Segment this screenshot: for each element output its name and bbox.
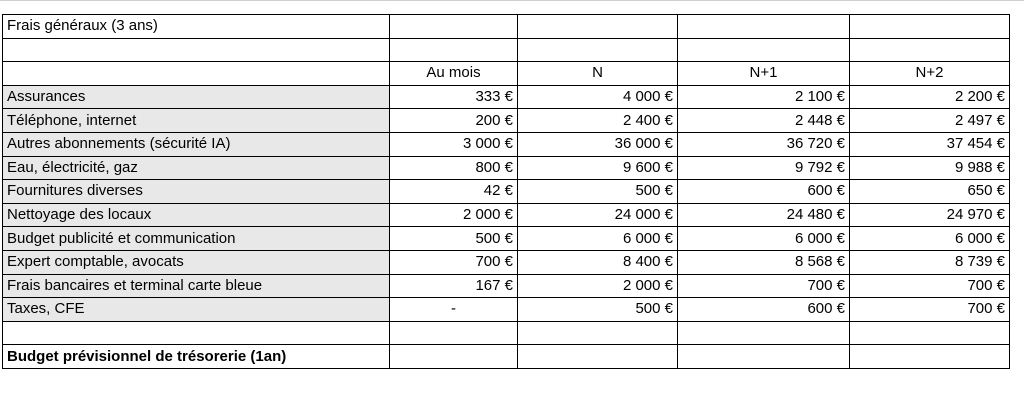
expense-value-cell[interactable]: 42 € — [390, 180, 518, 204]
expense-value-cell[interactable]: 2 497 € — [850, 109, 1010, 133]
footer-row — [3, 345, 1010, 369]
blank-row — [3, 321, 1010, 345]
header-n1[interactable]: N+1 — [678, 62, 850, 86]
empty-cell[interactable] — [390, 38, 518, 62]
expense-value-cell[interactable]: 700 € — [390, 250, 518, 274]
expense-value-cell[interactable]: 9 600 € — [518, 156, 678, 180]
expense-value-cell[interactable]: 6 000 € — [850, 227, 1010, 251]
empty-cell[interactable] — [850, 345, 1010, 369]
expense-value-cell[interactable]: 6 000 € — [678, 227, 850, 251]
expense-row — [3, 250, 1010, 274]
expense-label-cell[interactable]: Nettoyage des locaux — [3, 203, 390, 227]
expense-value-cell[interactable]: 36 000 € — [518, 132, 678, 156]
expense-label-cell[interactable]: Eau, électricité, gaz — [3, 156, 390, 180]
expense-row — [3, 85, 1010, 109]
expense-value-cell[interactable]: 24 480 € — [678, 203, 850, 227]
expense-label-cell[interactable]: Budget publicité et communication — [3, 227, 390, 251]
expense-value-cell[interactable]: 167 € — [390, 274, 518, 298]
expense-value-cell[interactable]: 700 € — [850, 298, 1010, 322]
expense-value-cell[interactable]: 24 000 € — [518, 203, 678, 227]
spreadsheet-table — [2, 14, 1010, 369]
empty-cell[interactable] — [518, 345, 678, 369]
expense-value-cell[interactable]: 2 000 € — [518, 274, 678, 298]
expense-label-cell[interactable]: Fournitures diverses — [3, 180, 390, 204]
expense-label-cell[interactable]: Expert comptable, avocats — [3, 250, 390, 274]
header-au-mois[interactable]: Au mois — [390, 62, 518, 86]
expense-value-cell[interactable]: 500 € — [518, 298, 678, 322]
header-n[interactable]: N — [518, 62, 678, 86]
expense-label-cell[interactable]: Taxes, CFE — [3, 298, 390, 322]
empty-cell[interactable] — [390, 15, 518, 39]
expense-row — [3, 274, 1010, 298]
expense-row — [3, 203, 1010, 227]
expense-value-cell[interactable]: 2 400 € — [518, 109, 678, 133]
empty-cell[interactable] — [678, 321, 850, 345]
expense-label-cell[interactable]: Assurances — [3, 85, 390, 109]
expense-label-cell[interactable]: Téléphone, internet — [3, 109, 390, 133]
expense-row — [3, 156, 1010, 180]
expense-value-cell[interactable]: - — [390, 298, 518, 322]
empty-cell[interactable] — [678, 38, 850, 62]
empty-cell[interactable] — [3, 321, 390, 345]
empty-cell[interactable] — [3, 38, 390, 62]
budget-title-cell[interactable]: Budget prévisionnel de trésorerie (1an) — [3, 345, 390, 369]
empty-cell[interactable] — [850, 321, 1010, 345]
header-row — [3, 62, 1010, 86]
empty-cell[interactable] — [390, 321, 518, 345]
empty-cell[interactable] — [678, 15, 850, 39]
expense-value-cell[interactable]: 9 792 € — [678, 156, 850, 180]
expense-label-cell[interactable]: Autres abonnements (sécurité IA) — [3, 132, 390, 156]
expense-row — [3, 180, 1010, 204]
expense-row — [3, 298, 1010, 322]
expense-row — [3, 109, 1010, 133]
expense-value-cell[interactable]: 3 000 € — [390, 132, 518, 156]
expense-value-cell[interactable]: 333 € — [390, 85, 518, 109]
expense-value-cell[interactable]: 700 € — [678, 274, 850, 298]
expense-value-cell[interactable]: 2 200 € — [850, 85, 1010, 109]
expense-value-cell[interactable]: 36 720 € — [678, 132, 850, 156]
empty-cell[interactable] — [518, 321, 678, 345]
expense-value-cell[interactable]: 24 970 € — [850, 203, 1010, 227]
expense-value-cell[interactable]: 200 € — [390, 109, 518, 133]
header-n2[interactable]: N+2 — [850, 62, 1010, 86]
empty-cell[interactable] — [518, 15, 678, 39]
sheet-title-cell[interactable]: Frais généraux (3 ans) — [3, 15, 390, 39]
empty-cell[interactable] — [850, 38, 1010, 62]
expense-row — [3, 227, 1010, 251]
expense-value-cell[interactable]: 600 € — [678, 180, 850, 204]
expense-value-cell[interactable]: 700 € — [850, 274, 1010, 298]
expense-value-cell[interactable]: 8 400 € — [518, 250, 678, 274]
title-row — [3, 15, 1010, 39]
blank-row — [3, 38, 1010, 62]
empty-cell[interactable] — [678, 345, 850, 369]
expense-label-cell[interactable]: Frais bancaires et terminal carte bleue — [3, 274, 390, 298]
spreadsheet-body — [3, 15, 1010, 369]
empty-cell[interactable] — [3, 62, 390, 86]
empty-cell[interactable] — [850, 15, 1010, 39]
expense-value-cell[interactable]: 8 739 € — [850, 250, 1010, 274]
expense-value-cell[interactable]: 6 000 € — [518, 227, 678, 251]
expense-value-cell[interactable]: 4 000 € — [518, 85, 678, 109]
expense-row — [3, 132, 1010, 156]
expense-value-cell[interactable]: 600 € — [678, 298, 850, 322]
expense-value-cell[interactable]: 2 448 € — [678, 109, 850, 133]
expense-value-cell[interactable]: 8 568 € — [678, 250, 850, 274]
expense-value-cell[interactable]: 2 100 € — [678, 85, 850, 109]
expense-value-cell[interactable]: 9 988 € — [850, 156, 1010, 180]
expense-value-cell[interactable]: 650 € — [850, 180, 1010, 204]
expense-value-cell[interactable]: 800 € — [390, 156, 518, 180]
expense-value-cell[interactable]: 37 454 € — [850, 132, 1010, 156]
window-top-edge — [0, 0, 1024, 1]
expense-value-cell[interactable]: 2 000 € — [390, 203, 518, 227]
empty-cell[interactable] — [390, 345, 518, 369]
expense-value-cell[interactable]: 500 € — [390, 227, 518, 251]
empty-cell[interactable] — [518, 38, 678, 62]
expense-value-cell[interactable]: 500 € — [518, 180, 678, 204]
